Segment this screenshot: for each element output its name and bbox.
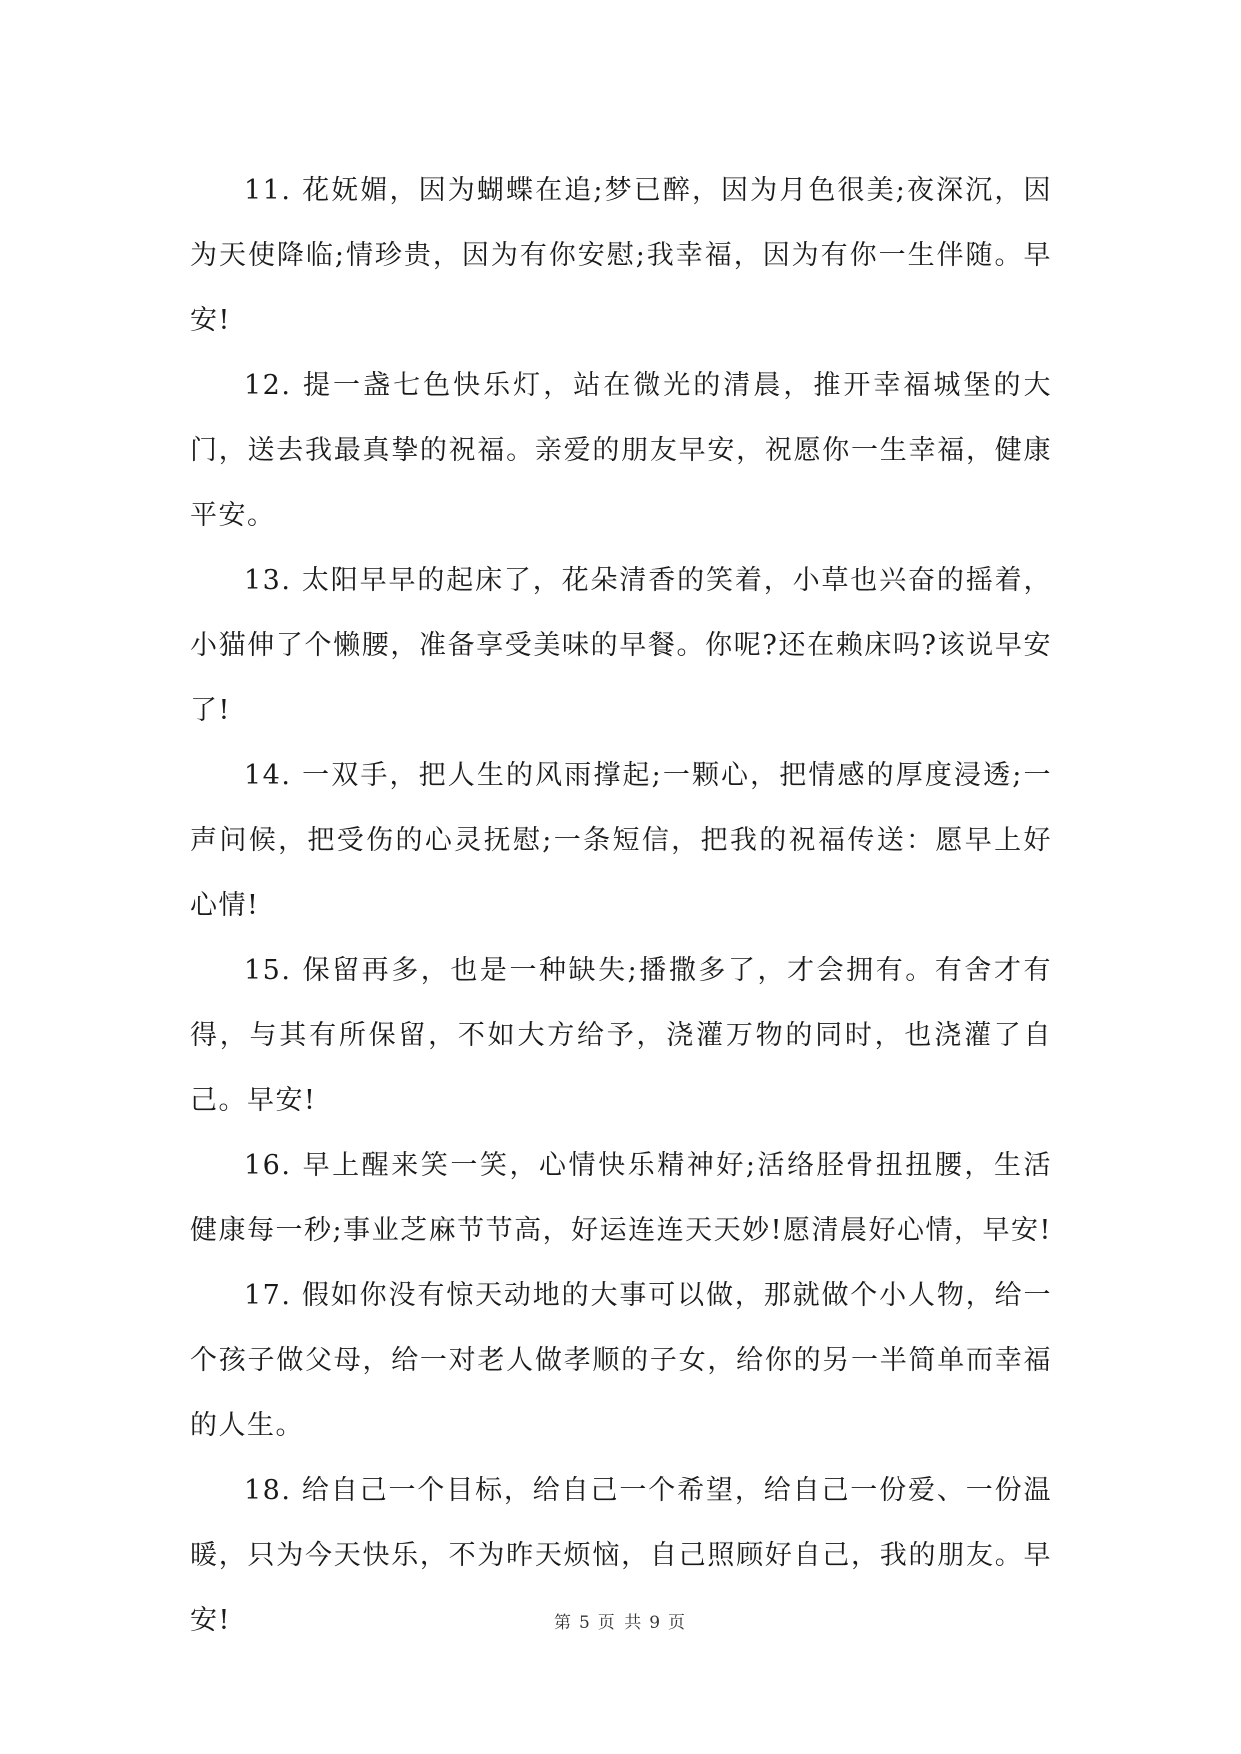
paragraph-18: 18. 给自己一个目标，给自己一个希望，给自己一份爱、一份温暖，只为今天快乐，不为昨天烦恼，自己照顾好自己，我的朋友。早安! [190,1475,1052,1636]
footer-middle: 页 共 [597,1613,644,1633]
document-body [190,158,1052,1653]
paragraph-16: 16. 早上醒来笑一笑，心情快乐精神好;活络胫骨扭扭腰，生活健康每一秒;事业芝麻节节高，好运连连天天妙!愿清晨好心情，早安! [190,1150,1052,1246]
paragraph-13: 13. 太阳早早的起床了，花朵清香的笑着，小草也兴奋的摇着，小猫伸了个懒腰，准备享受美味的早餐。你呢?还在赖床吗?该说早安了! [190,565,1052,726]
footer-suffix: 页 [668,1613,688,1633]
paragraph-15: 15. 保留再多，也是一种缺失;播撒多了，才会拥有。有舍才有得，与其有所保留，不如大方给予，浇灌万物的同时，也浇灌了自己。早安! [190,955,1052,1116]
paragraph-11: 11. 花妩媚，因为蝴蝶在追;梦已醉，因为月色很美;夜深沉，因为天使降临;情珍贵，因为有你安慰;我幸福，因为有你一生伴随。早安! [190,175,1052,336]
paragraph-12: 12. 提一盏七色快乐灯，站在微光的清晨，推开幸福城堡的大门，送去我最真挚的祝福。亲爱的朋友早安，祝愿你一生幸福，健康平安。 [190,370,1052,531]
total-pages-number: 9 [649,1613,663,1633]
page-footer [0,1608,1241,1633]
paragraph-14: 14. 一双手，把人生的风雨撑起;一颗心，把情感的厚度浸透;一声问候，把受伤的心灵抚慰;一条短信，把我的祝福传送：愿早上好心情! [190,760,1052,921]
current-page-number: 5 [578,1613,592,1633]
paragraph-17: 17. 假如你没有惊天动地的大事可以做，那就做个小人物，给一个孩子做父母，给一对老人做孝顺的子女，给你的另一半简单而幸福的人生。 [190,1280,1052,1441]
footer-prefix: 第 [553,1613,573,1633]
